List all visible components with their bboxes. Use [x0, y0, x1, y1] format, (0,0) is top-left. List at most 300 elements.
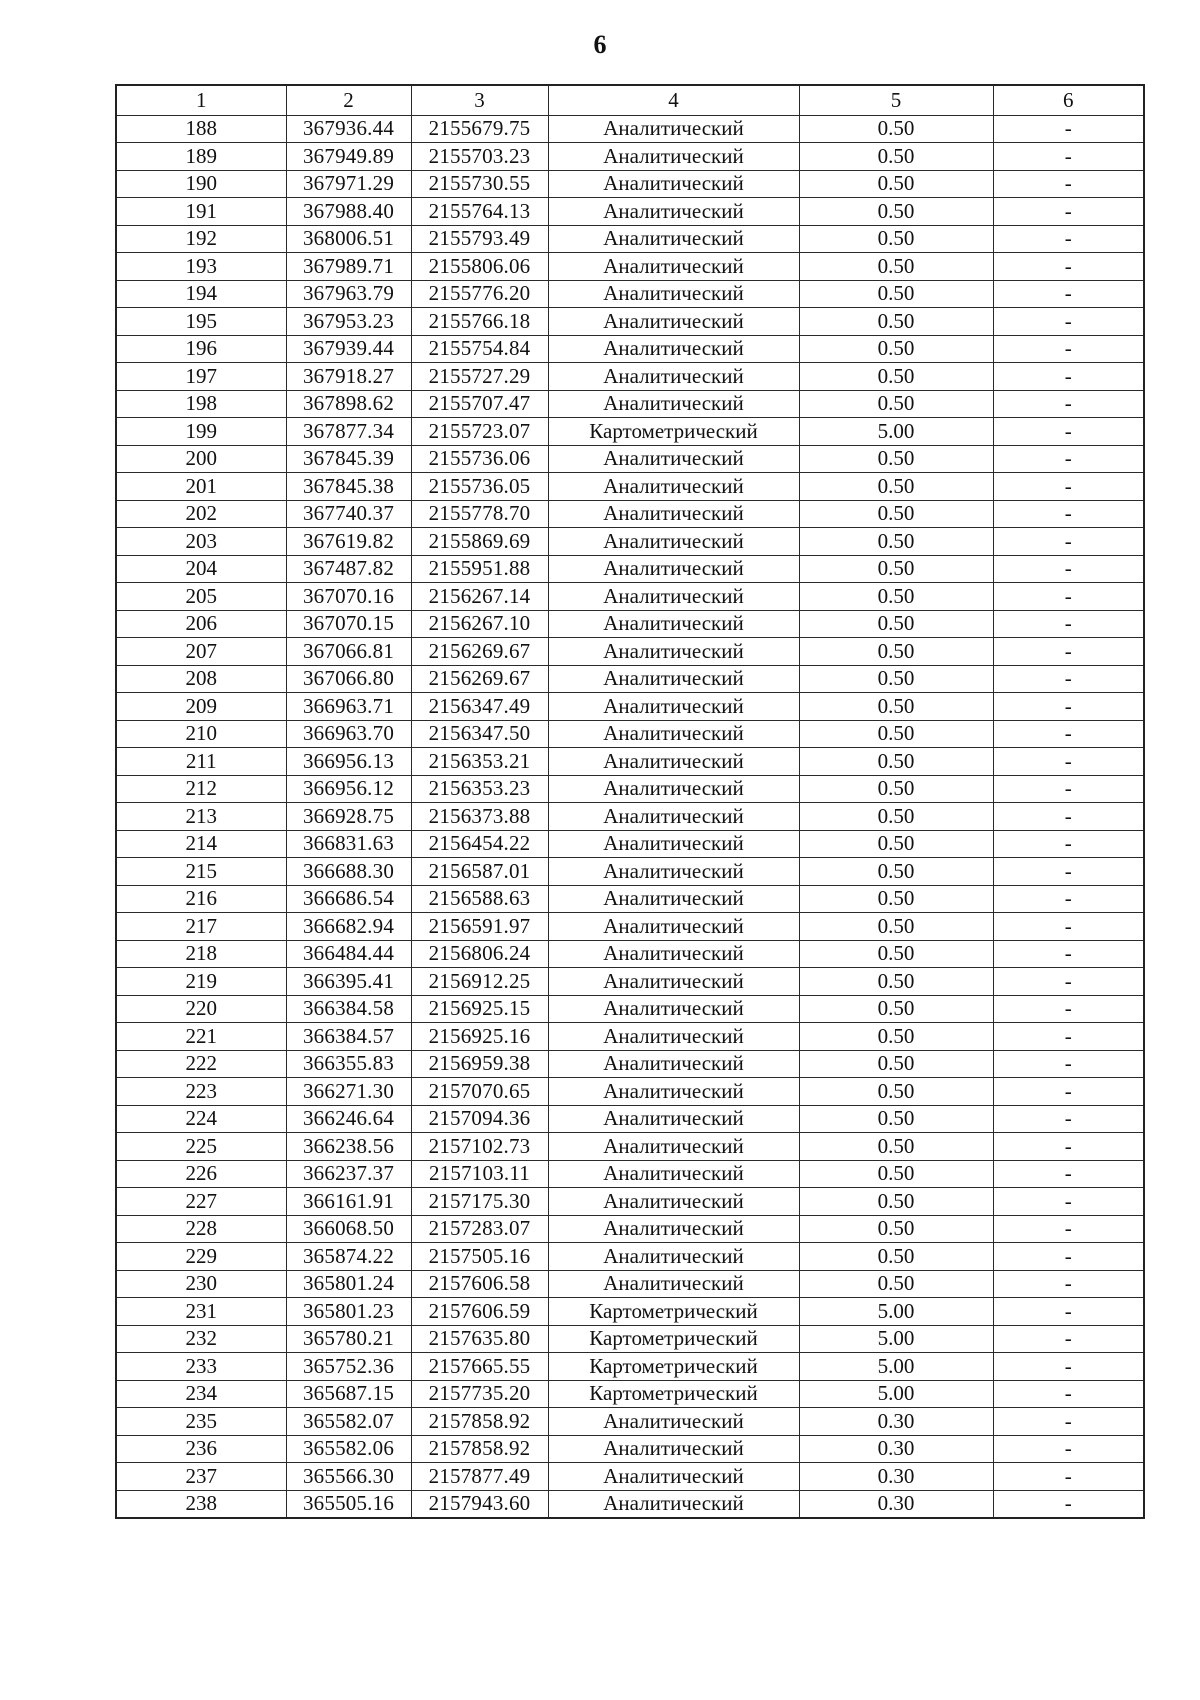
point-number-cell: 194: [116, 280, 286, 308]
note-cell: -: [993, 1078, 1144, 1106]
note-cell: -: [993, 528, 1144, 556]
note-cell: -: [993, 170, 1144, 198]
note-cell: -: [993, 1490, 1144, 1518]
coordinates-table: [115, 84, 1145, 1519]
x-coordinate-cell: 365780.21: [286, 1325, 411, 1353]
x-coordinate-cell: 366963.71: [286, 693, 411, 721]
table-row: [116, 1353, 1144, 1381]
table-row: [116, 1408, 1144, 1436]
method-cell: Аналитический: [548, 1215, 799, 1243]
y-coordinate-cell: 2155764.13: [411, 198, 548, 226]
accuracy-cell: 0.50: [799, 115, 993, 143]
note-cell: -: [993, 913, 1144, 941]
point-number-cell: 198: [116, 390, 286, 418]
y-coordinate-cell: 2157505.16: [411, 1243, 548, 1271]
accuracy-cell: 0.50: [799, 253, 993, 281]
x-coordinate-cell: 365566.30: [286, 1463, 411, 1491]
method-cell: Аналитический: [548, 610, 799, 638]
column-header-4: 4: [548, 85, 799, 115]
point-number-cell: 229: [116, 1243, 286, 1271]
y-coordinate-cell: 2157858.92: [411, 1435, 548, 1463]
x-coordinate-cell: 366686.54: [286, 885, 411, 913]
point-number-cell: 206: [116, 610, 286, 638]
note-cell: -: [993, 1325, 1144, 1353]
page-number: 6: [593, 30, 607, 59]
note-cell: -: [993, 1188, 1144, 1216]
note-cell: -: [993, 390, 1144, 418]
note-cell: -: [993, 143, 1144, 171]
table-row: [116, 198, 1144, 226]
accuracy-cell: 0.50: [799, 363, 993, 391]
table-row: [116, 225, 1144, 253]
accuracy-cell: 0.50: [799, 858, 993, 886]
y-coordinate-cell: 2156588.63: [411, 885, 548, 913]
y-coordinate-cell: 2155951.88: [411, 555, 548, 583]
x-coordinate-cell: 367070.15: [286, 610, 411, 638]
point-number-cell: 215: [116, 858, 286, 886]
table-row: [116, 693, 1144, 721]
point-number-cell: 220: [116, 995, 286, 1023]
note-cell: -: [993, 775, 1144, 803]
method-cell: Аналитический: [548, 1133, 799, 1161]
column-header-3: 3: [411, 85, 548, 115]
y-coordinate-cell: 2157858.92: [411, 1408, 548, 1436]
method-cell: Аналитический: [548, 1105, 799, 1133]
y-coordinate-cell: 2155806.06: [411, 253, 548, 281]
x-coordinate-cell: 367963.79: [286, 280, 411, 308]
table-row: [116, 1050, 1144, 1078]
note-cell: -: [993, 1408, 1144, 1436]
point-number-cell: 235: [116, 1408, 286, 1436]
accuracy-cell: 5.00: [799, 418, 993, 446]
method-cell: Аналитический: [548, 198, 799, 226]
table-row: [116, 583, 1144, 611]
x-coordinate-cell: 366956.12: [286, 775, 411, 803]
accuracy-cell: 0.50: [799, 830, 993, 858]
y-coordinate-cell: 2157877.49: [411, 1463, 548, 1491]
point-number-cell: 233: [116, 1353, 286, 1381]
accuracy-cell: 0.50: [799, 280, 993, 308]
note-cell: -: [993, 803, 1144, 831]
table-row: [116, 473, 1144, 501]
point-number-cell: 221: [116, 1023, 286, 1051]
y-coordinate-cell: 2156925.16: [411, 1023, 548, 1051]
x-coordinate-cell: 366928.75: [286, 803, 411, 831]
point-number-cell: 218: [116, 940, 286, 968]
x-coordinate-cell: 367918.27: [286, 363, 411, 391]
y-coordinate-cell: 2157735.20: [411, 1380, 548, 1408]
accuracy-cell: 0.50: [799, 885, 993, 913]
y-coordinate-cell: 2155776.20: [411, 280, 548, 308]
note-cell: -: [993, 445, 1144, 473]
x-coordinate-cell: 366956.13: [286, 748, 411, 776]
method-cell: Аналитический: [548, 803, 799, 831]
table-row: [116, 858, 1144, 886]
method-cell: Картометрический: [548, 1380, 799, 1408]
accuracy-cell: 0.50: [799, 1133, 993, 1161]
y-coordinate-cell: 2157635.80: [411, 1325, 548, 1353]
accuracy-cell: 0.50: [799, 720, 993, 748]
x-coordinate-cell: 367939.44: [286, 335, 411, 363]
y-coordinate-cell: 2157070.65: [411, 1078, 548, 1106]
accuracy-cell: 0.50: [799, 693, 993, 721]
method-cell: Аналитический: [548, 473, 799, 501]
point-number-cell: 209: [116, 693, 286, 721]
note-cell: -: [993, 198, 1144, 226]
accuracy-cell: 0.50: [799, 1050, 993, 1078]
method-cell: Аналитический: [548, 500, 799, 528]
note-cell: -: [993, 720, 1144, 748]
accuracy-cell: 0.30: [799, 1490, 993, 1518]
table-row: [116, 1105, 1144, 1133]
note-cell: -: [993, 335, 1144, 363]
point-number-cell: 191: [116, 198, 286, 226]
table-header-row: [116, 85, 1144, 115]
note-cell: -: [993, 610, 1144, 638]
y-coordinate-cell: 2156587.01: [411, 858, 548, 886]
method-cell: Аналитический: [548, 363, 799, 391]
method-cell: Аналитический: [548, 115, 799, 143]
x-coordinate-cell: 365687.15: [286, 1380, 411, 1408]
point-number-cell: 216: [116, 885, 286, 913]
point-number-cell: 192: [116, 225, 286, 253]
y-coordinate-cell: 2156912.25: [411, 968, 548, 996]
table-row: [116, 1380, 1144, 1408]
point-number-cell: 200: [116, 445, 286, 473]
accuracy-cell: 0.50: [799, 555, 993, 583]
y-coordinate-cell: 2157283.07: [411, 1215, 548, 1243]
accuracy-cell: 0.50: [799, 583, 993, 611]
y-coordinate-cell: 2155793.49: [411, 225, 548, 253]
method-cell: Картометрический: [548, 1325, 799, 1353]
accuracy-cell: 0.50: [799, 803, 993, 831]
table-row: [116, 995, 1144, 1023]
point-number-cell: 226: [116, 1160, 286, 1188]
method-cell: Аналитический: [548, 143, 799, 171]
point-number-cell: 238: [116, 1490, 286, 1518]
note-cell: -: [993, 418, 1144, 446]
accuracy-cell: 0.50: [799, 610, 993, 638]
x-coordinate-cell: 365752.36: [286, 1353, 411, 1381]
point-number-cell: 222: [116, 1050, 286, 1078]
y-coordinate-cell: 2156353.23: [411, 775, 548, 803]
note-cell: -: [993, 280, 1144, 308]
x-coordinate-cell: 367487.82: [286, 555, 411, 583]
note-cell: -: [993, 555, 1144, 583]
accuracy-cell: 5.00: [799, 1353, 993, 1381]
y-coordinate-cell: 2156353.21: [411, 748, 548, 776]
method-cell: Аналитический: [548, 390, 799, 418]
point-number-cell: 205: [116, 583, 286, 611]
x-coordinate-cell: 366238.56: [286, 1133, 411, 1161]
accuracy-cell: 5.00: [799, 1325, 993, 1353]
method-cell: Аналитический: [548, 308, 799, 336]
point-number-cell: 193: [116, 253, 286, 281]
accuracy-cell: 0.50: [799, 1188, 993, 1216]
x-coordinate-cell: 367971.29: [286, 170, 411, 198]
y-coordinate-cell: 2156925.15: [411, 995, 548, 1023]
x-coordinate-cell: 366688.30: [286, 858, 411, 886]
point-number-cell: 188: [116, 115, 286, 143]
y-coordinate-cell: 2155869.69: [411, 528, 548, 556]
table-row: [116, 253, 1144, 281]
accuracy-cell: 0.50: [799, 143, 993, 171]
note-cell: -: [993, 940, 1144, 968]
point-number-cell: 207: [116, 638, 286, 666]
y-coordinate-cell: 2156269.67: [411, 665, 548, 693]
point-number-cell: 214: [116, 830, 286, 858]
x-coordinate-cell: 366384.57: [286, 1023, 411, 1051]
y-coordinate-cell: 2156269.67: [411, 638, 548, 666]
x-coordinate-cell: 366831.63: [286, 830, 411, 858]
method-cell: Аналитический: [548, 748, 799, 776]
x-coordinate-cell: 366384.58: [286, 995, 411, 1023]
note-cell: -: [993, 693, 1144, 721]
accuracy-cell: 5.00: [799, 1298, 993, 1326]
accuracy-cell: 0.50: [799, 445, 993, 473]
point-number-cell: 231: [116, 1298, 286, 1326]
y-coordinate-cell: 2155736.06: [411, 445, 548, 473]
table-row: [116, 1133, 1144, 1161]
note-cell: -: [993, 1380, 1144, 1408]
y-coordinate-cell: 2157102.73: [411, 1133, 548, 1161]
method-cell: Аналитический: [548, 775, 799, 803]
note-cell: -: [993, 1215, 1144, 1243]
method-cell: Аналитический: [548, 1050, 799, 1078]
table-row: [116, 940, 1144, 968]
accuracy-cell: 0.50: [799, 1078, 993, 1106]
table-row: [116, 1243, 1144, 1271]
table-row: [116, 335, 1144, 363]
note-cell: -: [993, 1298, 1144, 1326]
point-number-cell: 195: [116, 308, 286, 336]
accuracy-cell: 0.50: [799, 528, 993, 556]
note-cell: -: [993, 1243, 1144, 1271]
y-coordinate-cell: 2157103.11: [411, 1160, 548, 1188]
accuracy-cell: 0.50: [799, 308, 993, 336]
table-row: [116, 1188, 1144, 1216]
table-row: [116, 1023, 1144, 1051]
note-cell: -: [993, 1270, 1144, 1298]
accuracy-cell: 0.50: [799, 335, 993, 363]
method-cell: Аналитический: [548, 1408, 799, 1436]
accuracy-cell: 0.50: [799, 1270, 993, 1298]
table-row: [116, 720, 1144, 748]
x-coordinate-cell: 368006.51: [286, 225, 411, 253]
note-cell: -: [993, 748, 1144, 776]
x-coordinate-cell: 366271.30: [286, 1078, 411, 1106]
table-row: [116, 830, 1144, 858]
point-number-cell: 203: [116, 528, 286, 556]
method-cell: Аналитический: [548, 665, 799, 693]
note-cell: -: [993, 500, 1144, 528]
point-number-cell: 237: [116, 1463, 286, 1491]
note-cell: -: [993, 638, 1144, 666]
point-number-cell: 227: [116, 1188, 286, 1216]
point-number-cell: 202: [116, 500, 286, 528]
accuracy-cell: 0.50: [799, 913, 993, 941]
accuracy-cell: 0.50: [799, 1023, 993, 1051]
y-coordinate-cell: 2156959.38: [411, 1050, 548, 1078]
method-cell: Аналитический: [548, 445, 799, 473]
table-body: [116, 115, 1144, 1518]
table-row: [116, 1463, 1144, 1491]
table-row: [116, 390, 1144, 418]
table-row: [116, 913, 1144, 941]
method-cell: Аналитический: [548, 913, 799, 941]
x-coordinate-cell: 366237.37: [286, 1160, 411, 1188]
point-number-cell: 223: [116, 1078, 286, 1106]
y-coordinate-cell: 2156267.14: [411, 583, 548, 611]
method-cell: Аналитический: [548, 940, 799, 968]
x-coordinate-cell: 367070.16: [286, 583, 411, 611]
method-cell: Аналитический: [548, 1270, 799, 1298]
note-cell: -: [993, 473, 1144, 501]
method-cell: Аналитический: [548, 1023, 799, 1051]
method-cell: Картометрический: [548, 1298, 799, 1326]
table-row: [116, 803, 1144, 831]
y-coordinate-cell: 2155766.18: [411, 308, 548, 336]
note-cell: -: [993, 1023, 1144, 1051]
x-coordinate-cell: 366484.44: [286, 940, 411, 968]
x-coordinate-cell: 367845.39: [286, 445, 411, 473]
point-number-cell: 190: [116, 170, 286, 198]
note-cell: -: [993, 115, 1144, 143]
note-cell: -: [993, 1160, 1144, 1188]
point-number-cell: 234: [116, 1380, 286, 1408]
accuracy-cell: 0.50: [799, 1215, 993, 1243]
note-cell: -: [993, 1435, 1144, 1463]
method-cell: Аналитический: [548, 885, 799, 913]
method-cell: Аналитический: [548, 225, 799, 253]
x-coordinate-cell: 365874.22: [286, 1243, 411, 1271]
y-coordinate-cell: 2156267.10: [411, 610, 548, 638]
method-cell: Аналитический: [548, 253, 799, 281]
method-cell: Аналитический: [548, 858, 799, 886]
table-row: [116, 748, 1144, 776]
method-cell: Аналитический: [548, 1243, 799, 1271]
table-row: [116, 115, 1144, 143]
accuracy-cell: 0.50: [799, 748, 993, 776]
method-cell: Аналитический: [548, 638, 799, 666]
method-cell: Аналитический: [548, 280, 799, 308]
x-coordinate-cell: 367898.62: [286, 390, 411, 418]
table-row: [116, 363, 1144, 391]
table-row: [116, 665, 1144, 693]
note-cell: -: [993, 1353, 1144, 1381]
point-number-cell: 196: [116, 335, 286, 363]
point-number-cell: 204: [116, 555, 286, 583]
table-row: [116, 1215, 1144, 1243]
accuracy-cell: 0.50: [799, 500, 993, 528]
table-row: [116, 610, 1144, 638]
column-header-6: 6: [993, 85, 1144, 115]
x-coordinate-cell: 366161.91: [286, 1188, 411, 1216]
x-coordinate-cell: 365582.07: [286, 1408, 411, 1436]
method-cell: Аналитический: [548, 1490, 799, 1518]
table-row: [116, 1078, 1144, 1106]
y-coordinate-cell: 2157606.58: [411, 1270, 548, 1298]
x-coordinate-cell: 367988.40: [286, 198, 411, 226]
note-cell: -: [993, 995, 1144, 1023]
point-number-cell: 236: [116, 1435, 286, 1463]
point-number-cell: 212: [116, 775, 286, 803]
point-number-cell: 201: [116, 473, 286, 501]
method-cell: Аналитический: [548, 693, 799, 721]
table-row: [116, 418, 1144, 446]
method-cell: Аналитический: [548, 335, 799, 363]
note-cell: -: [993, 968, 1144, 996]
method-cell: Аналитический: [548, 1078, 799, 1106]
x-coordinate-cell: 365801.23: [286, 1298, 411, 1326]
table-row: [116, 500, 1144, 528]
method-cell: Аналитический: [548, 528, 799, 556]
note-cell: -: [993, 1050, 1144, 1078]
x-coordinate-cell: 367066.80: [286, 665, 411, 693]
method-cell: Аналитический: [548, 1188, 799, 1216]
y-coordinate-cell: 2157094.36: [411, 1105, 548, 1133]
note-cell: -: [993, 858, 1144, 886]
x-coordinate-cell: 366963.70: [286, 720, 411, 748]
note-cell: -: [993, 830, 1144, 858]
y-coordinate-cell: 2156591.97: [411, 913, 548, 941]
accuracy-cell: 5.00: [799, 1380, 993, 1408]
method-cell: Аналитический: [548, 995, 799, 1023]
column-header-1: 1: [116, 85, 286, 115]
y-coordinate-cell: 2156373.88: [411, 803, 548, 831]
accuracy-cell: 0.50: [799, 225, 993, 253]
table-row: [116, 1160, 1144, 1188]
point-number-cell: 197: [116, 363, 286, 391]
note-cell: -: [993, 885, 1144, 913]
accuracy-cell: 0.50: [799, 940, 993, 968]
table-row: [116, 280, 1144, 308]
x-coordinate-cell: 367936.44: [286, 115, 411, 143]
point-number-cell: 208: [116, 665, 286, 693]
accuracy-cell: 0.30: [799, 1435, 993, 1463]
point-number-cell: 219: [116, 968, 286, 996]
table-row: [116, 638, 1144, 666]
accuracy-cell: 0.50: [799, 170, 993, 198]
y-coordinate-cell: 2155778.70: [411, 500, 548, 528]
method-cell: Картометрический: [548, 1353, 799, 1381]
table-row: [116, 968, 1144, 996]
accuracy-cell: 0.30: [799, 1408, 993, 1436]
method-cell: Аналитический: [548, 968, 799, 996]
accuracy-cell: 0.50: [799, 473, 993, 501]
method-cell: Аналитический: [548, 583, 799, 611]
column-header-2: 2: [286, 85, 411, 115]
note-cell: -: [993, 363, 1144, 391]
table-row: [116, 528, 1144, 556]
method-cell: Картометрический: [548, 418, 799, 446]
point-number-cell: 210: [116, 720, 286, 748]
x-coordinate-cell: 365505.16: [286, 1490, 411, 1518]
accuracy-cell: 0.50: [799, 775, 993, 803]
x-coordinate-cell: 367949.89: [286, 143, 411, 171]
accuracy-cell: 0.50: [799, 198, 993, 226]
y-coordinate-cell: 2155727.29: [411, 363, 548, 391]
y-coordinate-cell: 2155730.55: [411, 170, 548, 198]
y-coordinate-cell: 2156454.22: [411, 830, 548, 858]
point-number-cell: 228: [116, 1215, 286, 1243]
method-cell: Аналитический: [548, 1435, 799, 1463]
note-cell: -: [993, 225, 1144, 253]
table-row: [116, 445, 1144, 473]
point-number-cell: 225: [116, 1133, 286, 1161]
table-row: [116, 1325, 1144, 1353]
method-cell: Аналитический: [548, 720, 799, 748]
